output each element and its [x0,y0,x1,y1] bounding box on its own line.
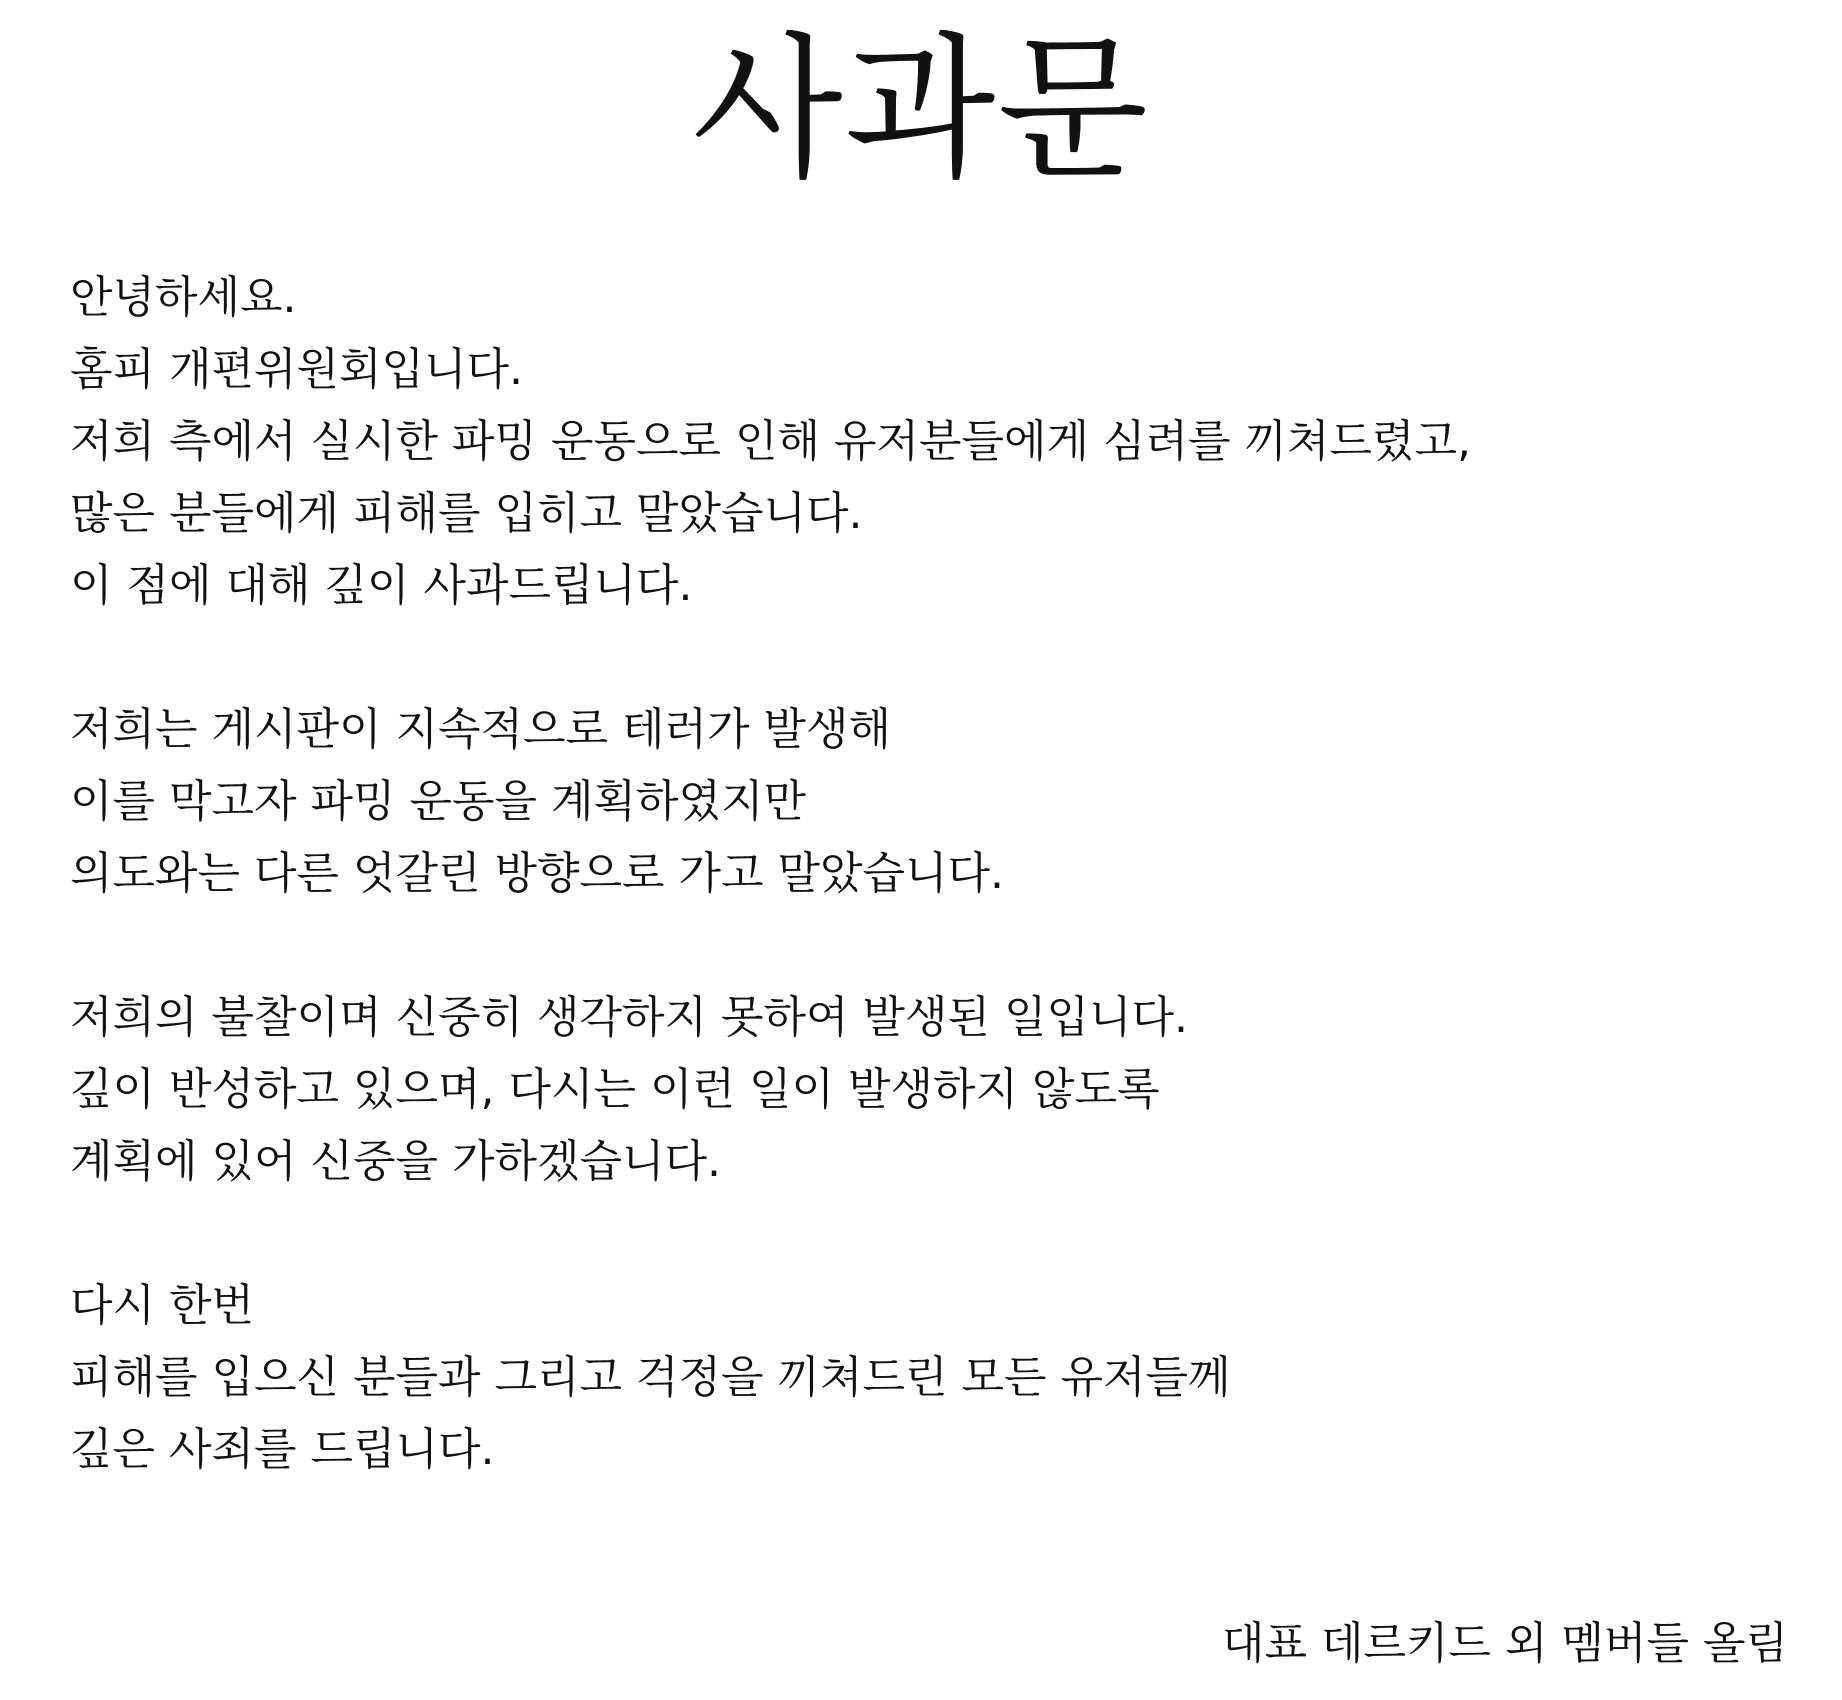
document-title: 사과문 [691,18,1151,200]
text-line: 피해를 입으신 분들과 그리고 걱정을 끼쳐드린 모든 유저들께 [70,1352,1231,1403]
paragraph-greeting [70,262,1770,622]
signature: 대표 데르키드 외 멤버들 올림 [1222,1618,1788,1669]
text-line: 의도와는 다른 엇갈린 방향으로 가고 말았습니다. [70,848,1004,899]
text-line: 계획에 있어 신중을 가하겠습니다. [70,1136,721,1187]
paragraph-explanation [70,694,1770,910]
text-line: 저희 측에서 실시한 파밍 운동으로 인해 유저분들에게 심려를 끼쳐드렸고, [70,416,1471,467]
text-line: 많은 분들에게 피해를 입히고 말았습니다. [70,488,863,539]
text-line: 이 점에 대해 깊이 사과드립니다. [70,560,693,611]
text-line: 다시 한번 [70,1280,255,1331]
text-line: 깊이 반성하고 있으며, 다시는 이런 일이 발생하지 않도록 [70,1064,1160,1115]
text-line: 홈피 개편위원회입니다. [70,344,524,395]
document-body [70,262,1770,1558]
paragraph-closing [70,1270,1770,1486]
text-line: 저희는 게시판이 지속적으로 테러가 발생해 [70,704,892,755]
text-line: 깊은 사죄를 드립니다. [70,1424,495,1475]
text-line: 안녕하세요. [70,272,297,323]
text-line: 저희의 불찰이며 신중히 생각하지 못하여 발생된 일입니다. [70,992,1188,1043]
paragraph-reflection [70,982,1770,1198]
text-line: 이를 막고자 파밍 운동을 계획하였지만 [70,776,807,827]
